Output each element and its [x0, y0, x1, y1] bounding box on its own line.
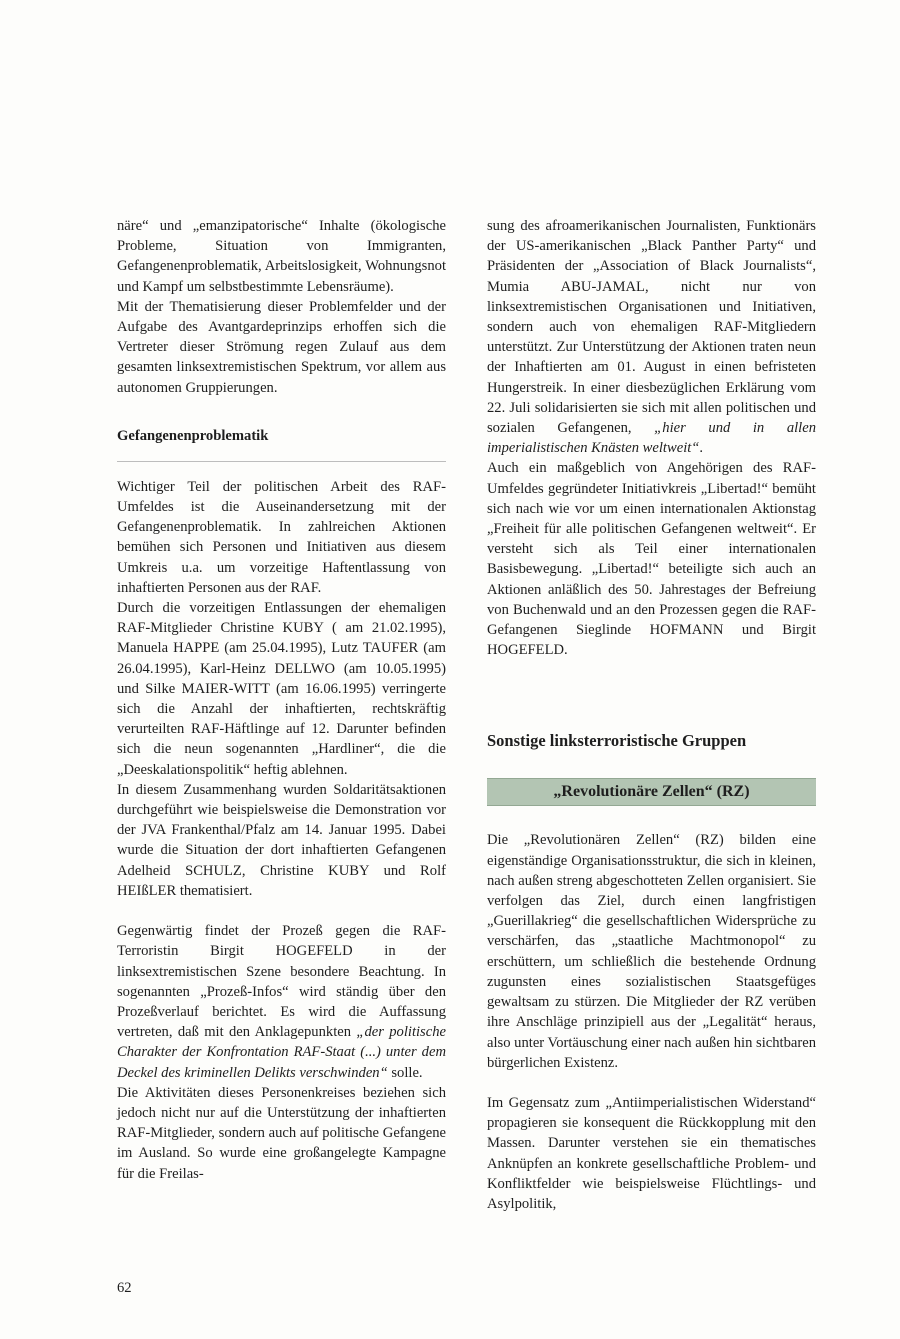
paragraph-text: sung des afroamerikanischen Journalisten, Funktionärs der US-amerikanischen „Black Panther Party“ und Präsidenten der „Association of Black Journalists“, Mumia ABU-JAMAL, nicht nur von linksextremistischen Organisationen und Initiativen, sondern auch von ehemaligen RAF-Mitgliedern unterstützt. Zur Unterstützung der Aktionen traten neun der Inhaftierten am 01. August in einen befristeten Hungerstreik. In einer diesbezüglichen Erklärung vom 22. Juli solidarisierten sie sich mit allen politischen und sozialen Gefangenen, — [487, 218, 816, 437]
quote: „der politische Charakter der Konfrontation RAF-Staat (...) unter dem Deckel des kriminellen Delikts verschwinden“ — [117, 1024, 446, 1081]
paragraph: Auch ein maßgeblich von Angehörigen des RAF-Umfeldes gegründeter Initiativkreis „Libertad!“ bemüht sich nach wie vor um einen internationalen Aktionstag „Freiheit für alle politischen Gefangenen weltweit“. Er versteht sich als Teil einer internationalen Basisbewegung. „Libertad!“ beteiligte sich auch an Aktionen anläßlich des 50. Jahrestages der Befreiung von Buchenwald und an den Prozessen gegen die RAF-Gefangenen Sieglinde HOFMANN und Birgit HOGEFELD. — [487, 460, 816, 659]
paragraph-end: solle. — [387, 1064, 423, 1081]
left-column — [117, 216, 446, 1184]
page-number: 62 — [117, 1280, 132, 1296]
paragraph: Die „Revolutionären Zellen“ (RZ) bilden eine eigenständige Organisationsstruktur, die sich in kleinen, nach außen streng abgeschotteten Zellen organisiert. Sie verfolgen das Ziel, durch einen langfristigen „Guerillakrieg“ die gesellschaftlichen Widersprüche zu verschärfen, das „staatliche Machtmonopol“ zu erschüttern, um schließlich die bestehende Ordnung zugunsten eines sozialistischen Staatsgefüges gewaltsam zu stürzen. Die Mitglieder der RZ verüben ihre Anschläge prinzipiell aus der „Legalität“ heraus, also unter Vortäuschung einer nach außen hin sichtbaren bürgerlichen Existenz. — [487, 832, 816, 1071]
paragraph: Im Gegensatz zum „Antiimperialistischen Widerstand“ propagieren sie konsequent die Rückkopplung mit den Massen. Darunter verstehen sie ein thematisches Anknüpfen an konkrete gesellschaftliche Problem- und Konfliktfelder wie beispielsweise Flüchtlings- und Asylpolitik, — [487, 1094, 816, 1212]
paragraph-text: Gegenwärtig findet der Prozeß gegen die RAF-Terroristin Birgit HOGEFELD in der linksextremistischen Szene besondere Beachtung. In sogenannten „Prozeß-Infos“ wird ständig über den Prozeßverlauf berichtet. Es wird die Auffassung vertreten, daß mit den Anklagepunkten — [117, 923, 446, 1041]
paragraph: In diesem Zusammenhang wurden Soldaritätsaktionen durchgeführt wie beispielsweise die Demonstration vor der JVA Frankenthal/Pfalz am 14. Januar 1995. Dabei wurde die Situation der dort inhaftierten Gefangenen Adelheid SCHULZ, Christine KUBY und Rolf HEIßLER thematisiert. — [117, 781, 446, 899]
subheading-rule — [117, 461, 446, 462]
paragraph: Durch die vorzeitigen Entlassungen der ehemaligen RAF-Mitglieder Christine KUBY ( am 21.02.1995), Manuela HAPPE (am 25.04.1995), Lutz TAUFER (am 26.04.1995), Karl-Heinz DELLWO (am 10.05.1995) und Silke MAIER-WITT (am 16.06.1995) verringerte sich die Anzahl der inhaftierten, rechtskräftig verurteilten RAF-Häftlinge auf 12. Darunter befinden sich die neun sogenannten „Hardliner“, die die „Deeskalationspolitik“ heftig ablehnen. — [117, 600, 446, 778]
paragraph: Mit der Thematisierung dieser Problemfelder und der Aufgabe des Avantgardeprinzips erhoffen sich die Vertreter dieser Strömung regen Zulauf aus dem gesamten linksextremistischen Spektrum, vor allem aus autonomen Gruppierungen. — [117, 298, 446, 396]
paragraph: Die Aktivitäten dieses Personenkreises beziehen sich jedoch nicht nur auf die Unterstützung der inhaftierten RAF-Mitglieder, sondern auch auf politische Gefangene im Ausland. So wurde eine großangelegte Kampagne für die Freilas- — [117, 1084, 446, 1182]
section-heading: Sonstige linksterroristische Gruppen — [487, 731, 747, 751]
right-column — [487, 216, 816, 1214]
paragraph — [487, 216, 816, 458]
paragraph-end: . — [699, 440, 704, 457]
paragraph — [117, 921, 446, 1083]
subheading-gefangenenproblematik: Gefangenenproblematik — [117, 427, 269, 444]
paragraph: Wichtiger Teil der politischen Arbeit des RAF-Umfeldes ist die Auseinandersetzung mit der Gefangenenproblematik. In zahlreichen Aktionen bemühen sich Personen und Initiativen aus diesem Umkreis u.a. um vorzeitige Haftentlassung von inhaftierten Personen aus der RAF. — [117, 478, 446, 596]
quote: „hier und in allen imperialistischen Knästen weltweit“ — [487, 420, 817, 457]
paragraph: näre“ und „emanzipatorische“ Inhalte (ökologische Probleme, Situation von Immigranten, Gefangenenproblematik, Arbeitslosigkeit, Wohnungsnot und Kampf um selbstbestimmte Lebensräume). — [117, 218, 446, 295]
rz-heading-bar: „Revolutionäre Zellen“ (RZ) — [487, 778, 816, 806]
